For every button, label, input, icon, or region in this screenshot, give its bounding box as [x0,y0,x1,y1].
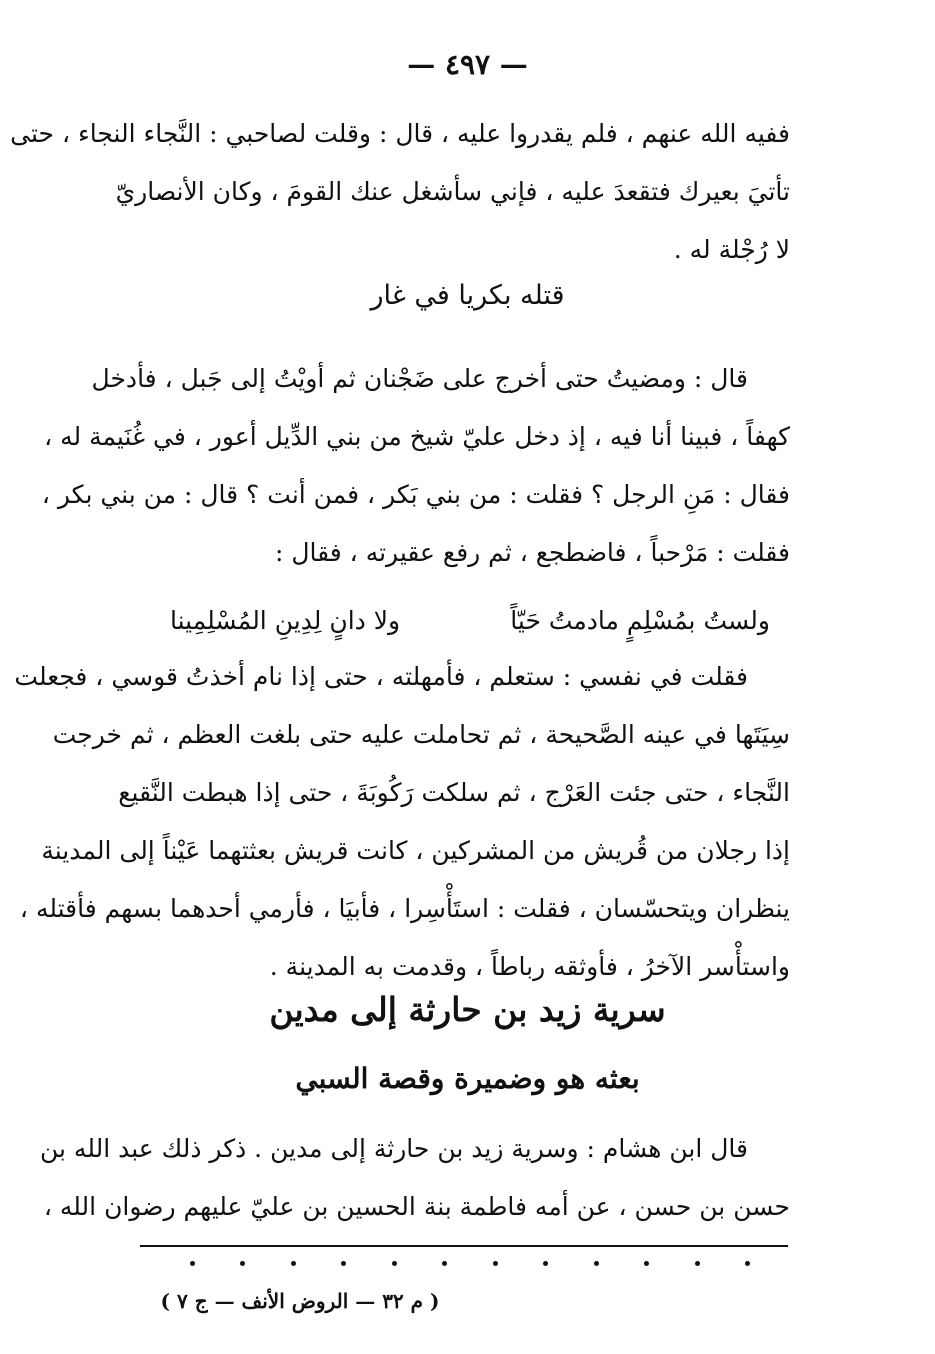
dot [341,1261,346,1266]
text-line: قال ابن هشام : وسرية زيد بن حارثة إلى مدين . ذكر ذلك عبد الله بن [39,1134,748,1163]
text-line: إذا رجلان من قُريش من المشركين ، كانت قريش بعثتهما عَيْناً إلى المدينة [41,836,790,865]
print-signature: ( م ٣٢ — الروض الأنف — ج ٧ ) [160,1289,440,1313]
text-line: فقال : مَنِ الرجل ؟ فقلت : من بني بَكر ، فمن أنت ؟ قال : من بني بكر ، [41,480,790,509]
dot [594,1261,599,1266]
dot [695,1261,700,1266]
text-line: ففيه الله عنهم ، فلم يقدروا عليه ، قال : وقلت لصاحبي : النَّجاء النجاء ، حتى [10,119,790,148]
text-line: كهفاً ، فبينا أنا فيه ، إذ دخل عليّ شيخ من بني الدِّيل أعور ، في غُنَيمة له ، [44,422,790,451]
section-heading-zaid: سرية زيد بن حارثة إلى مدين [269,990,666,1029]
subsection-heading: بعثه هو وضميرة وقصة السبي [295,1062,640,1095]
ellipsis-dots [190,1256,750,1270]
text-line: قال : ومضيتُ حتى أخرج على ضَجْنان ثم أويْتُ إلى جَبل ، فأدخل [91,364,748,393]
dot [190,1261,195,1266]
dot [240,1261,245,1266]
dot [291,1261,296,1266]
paragraph-1 [10,105,790,279]
text-line: فقلت : مَرْحباً ، فاضطجع ، ثم رفع عقيرته ، فقال : [274,538,790,567]
dot [493,1261,498,1266]
verse-hemistich-first: ولستُ بمُسْلِمٍ مادمتُ حَيّاً [510,606,770,635]
text-line: لا رُجْلة له . [673,235,790,264]
dot [644,1261,649,1266]
page-number: — ٤٩٧ — [407,48,528,81]
text-line: ينظران ويتحسّسان ، فقلت : استَأْسِرا ، فأبيَا ، فأرمي أحدهما بسهم فأقتله ، [19,894,790,923]
verse-hemistich-second: ولا دانٍ لِدِينِ المُسْلِمِينا [170,606,401,635]
text-line: سِيَتَها في عينه الصَّحيحة ، ثم تحاملت عليه حتى بلغت العظم ، ثم خرجت [52,720,790,749]
text-line: تأتيَ بعيرك فتقعدَ عليه ، فإني سأشغل عنك القومَ ، وكان الأنصاريّ [115,177,790,206]
text-line: النَّجاء ، حتى جئت العَرْج ، ثم سلكت رَكُوبَةَ ، حتى إذا هبطت النَّقيع [118,778,790,807]
poetry-verse [170,596,770,646]
text-line: واستأْسر الآخرُ ، فأوثقه رباطاً ، وقدمت به المدينة . [269,952,790,981]
paragraph-2 [41,350,790,582]
dot [442,1261,447,1266]
dot [745,1261,750,1266]
dot [392,1261,397,1266]
text-line: حسن بن حسن ، عن أمه فاطمة بنة الحسين بن عليّ عليهم رضوان الله ، [43,1192,790,1221]
text-line: فقلت في نفسي : ستعلم ، فأمهلته ، حتى إذا نام أخذتُ قوسي ، فجعلت [14,662,748,691]
section-heading-bakri: قتله بكريا في غار [370,280,565,311]
paragraph-3 [14,648,790,996]
footnote-rule [140,1245,788,1247]
paragraph-4 [39,1120,790,1236]
dot [543,1261,548,1266]
